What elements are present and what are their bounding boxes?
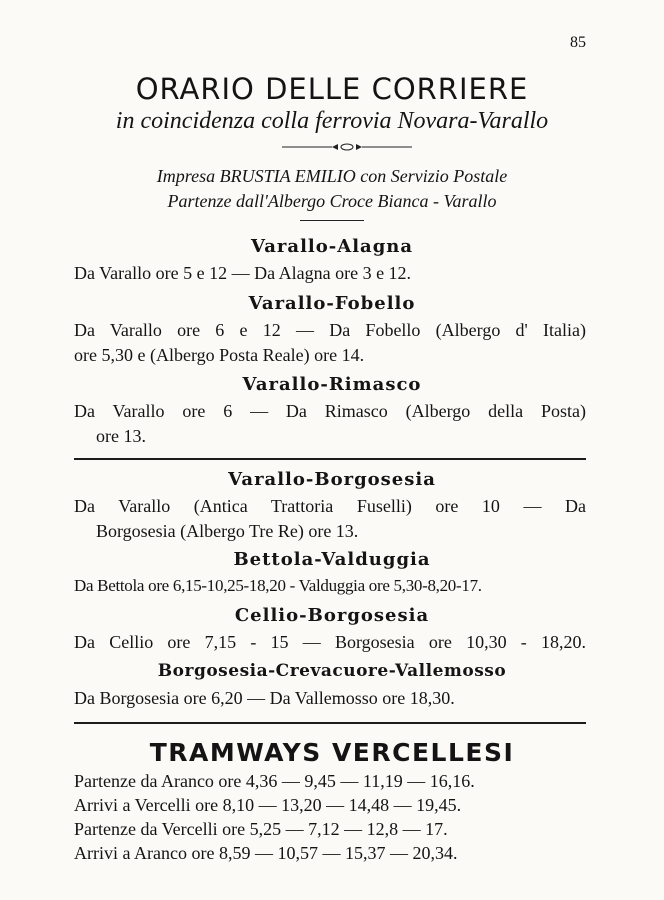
short-divider	[300, 220, 364, 221]
route-line: Da Varallo ore 5 e 12 — Da Alagna ore 3 e 12.	[74, 263, 412, 283]
page-title: ORARIO DELLE CORRIERE	[135, 72, 529, 106]
route-line: ore 5,30 e (Albergo Posta Reale) ore 14.	[74, 345, 365, 365]
section-divider	[74, 458, 586, 460]
route-title: Cellio-Borgosesia	[234, 605, 430, 626]
tram-line: Arrivi a Aranco ore 8,59 — 10,57 — 15,37 — 20,34.	[74, 843, 458, 863]
route-title: Bettola-Valduggia	[233, 549, 431, 570]
route-title: Varallo-Borgosesia	[228, 469, 436, 490]
tramways-title: TRAMWAYS VERCELLESI	[149, 738, 515, 767]
company-info	[0, 164, 664, 214]
page-subtitle: in coincidenza colla ferrovia Novara-Varallo	[115, 108, 549, 134]
tram-line: Arrivi a Vercelli ore 8,10 — 13,20 — 14,48 — 19,45.	[74, 795, 462, 815]
route-line: Da Bettola ore 6,15-10,25-18,20 - Valduggia ore 5,30-8,20-17.	[74, 576, 482, 595]
route-title: Borgosesia-Crevacuore-Vallemosso	[157, 661, 507, 681]
route-line: Da Varallo (Antica Trattoria Fuselli) ore 10 — Da	[74, 496, 586, 516]
tram-line: Partenze da Vercelli ore 5,25 — 7,12 — 12,8 — 17.	[74, 819, 448, 839]
company-line-2: Partenze dall'Albergo Croce Bianca - Varallo	[167, 191, 497, 211]
route-title: Varallo-Fobello	[248, 293, 416, 314]
route-line: ore 13.	[96, 426, 146, 446]
section-divider	[74, 722, 586, 724]
route-line: Da Varallo ore 6 — Da Rimasco (Albergo della Posta)	[74, 401, 586, 421]
tram-line: Partenze da Aranco ore 4,36 — 9,45 — 11,19 — 16,16.	[74, 771, 475, 791]
ornament-divider-icon	[282, 142, 412, 152]
route-line: Borgosesia (Albergo Tre Re) ore 13.	[96, 521, 359, 541]
page-number: 85	[570, 34, 586, 51]
company-line-1: Impresa BRUSTIA EMILIO con Servizio Postale	[156, 166, 508, 186]
route-line: Da Borgosesia ore 6,20 — Da Vallemosso ore 18,30.	[74, 688, 455, 708]
route-line: Da Cellio ore 7,15 - 15 — Borgosesia ore 10,30 - 18,20.	[74, 632, 586, 652]
route-title: Varallo-Rimasco	[242, 374, 422, 395]
route-line: Da Varallo ore 6 e 12 — Da Fobello (Albergo d' Italia)	[74, 320, 586, 340]
route-title: Varallo-Alagna	[250, 236, 414, 257]
